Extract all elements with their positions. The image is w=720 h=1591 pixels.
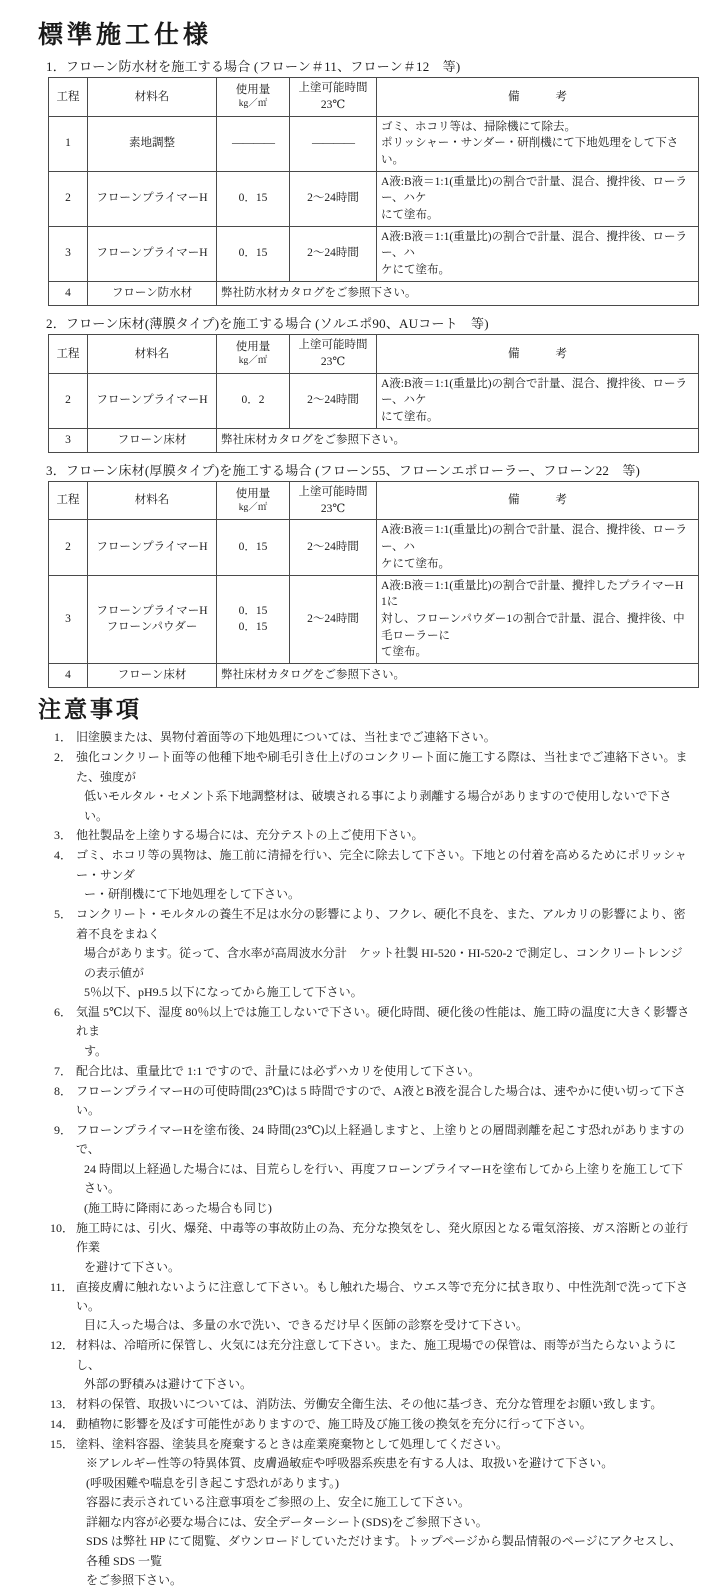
table-row [49,663,699,687]
note-number: 5． [53,907,72,922]
note-line: 動植物に影響を及ぼす可能性がありますので、施工時及び施工後の換気を充分に行って下さい。 [76,1417,592,1432]
table-header-row [49,335,699,373]
list-item [50,748,690,826]
note-line: 旧塗膜または、異物付着面等の下地処理については、当社までご連絡下さい。 [76,730,496,745]
time-header-line2: 23℃ [320,355,346,368]
spec-table-2 [48,334,699,452]
cell-step: 4 [49,663,88,687]
section-heading-1: 1．フローン防水材を施工する場合 (フローン＃11、フローン＃12 等) [46,58,461,74]
remarks-line: 対し、フローンパウダー1の割合で計量、混合、攪拌後、中毛ローラーに [381,612,685,642]
cell-step: 2 [49,373,88,428]
spec-table-3 [48,481,699,688]
notice-title: 注意事項 [38,696,142,722]
column-header-step: 工程 [49,78,88,116]
list-item [50,1219,690,1277]
cell-material: 素地調整 [88,116,217,171]
column-header-step: 工程 [49,482,88,520]
remarks-line: A液:B液＝1:1(重量比)の割合で計量、混合、攪拌後、ローラー、ハケ [381,175,688,205]
table-header [49,78,699,116]
table-row [49,226,699,281]
cell-material: フローン床材 [88,663,217,687]
time-header-line2: 23℃ [320,502,346,515]
cell-remarks-merged: 弊社防水材カタログをご参照下さい。 [217,281,699,305]
note-number: 3． [53,828,72,843]
cell-recoat-time: 2〜24時間 [290,575,377,663]
note-number: 14． [50,1417,75,1432]
note-line: 材料は、冷暗所に保管し、火気には充分注意して下さい。また、施工現場での保管は、雨等が当たらないようにし、 [76,1338,677,1372]
amount-header-unit: kg／㎡ [238,503,268,514]
cell-recoat-time: 2〜24時間 [290,171,377,226]
note-number: 13． [50,1397,75,1412]
table-body [49,520,699,687]
note-line: 気温 5℃以下、湿度 80％以上では施工しないで下さい。硬化時間、硬化後の性能は、施工時の温度に大きく影響されま [76,1004,690,1039]
column-header-amount [217,335,290,373]
cell-amount: 0．2 [217,373,290,428]
amount-line: 0．15 [238,621,268,634]
cell-remarks-merged: 弊社床材カタログをご参照下さい。 [217,428,699,452]
cell-material: フローン防水材 [88,281,217,305]
time-header-line1: 上塗可能時間 [298,486,368,499]
note-line: フローンプライマーHを塗布後、24 時間(23℃)以上経過しますと、上塗りとの層間剥離を起こす恐れがありますので、 [76,1123,685,1157]
remarks-line: にて塗布。 [381,410,439,423]
cell-material: フローンプライマーH [88,373,217,428]
page-title: 標準施工仕様 [38,22,213,49]
remarks-line: A液:B液＝1:1(重量比)の割合で計量、混合、攪拌後、ローラー、ハ [381,524,688,554]
note-line: 強化コンクリート面等の他種下地や刷毛引き仕上げのコンクリート面に施工する際は、当社までご連絡下さい。また、強度が [76,750,688,784]
cell-material [88,575,217,663]
cell-amount: 0．15 [217,226,290,281]
remarks-header-char2: 考 [555,90,603,103]
note-line: 材料の保管、取扱いについては、消防法、労働安全衛生法、その他に基づき、充分な管理をお願い致します。 [76,1397,663,1412]
column-header-step: 工程 [49,335,88,373]
column-header-material: 材料名 [88,335,217,373]
note-number: 9． [53,1123,72,1138]
note-line: 他社製品を上塗りする場合には、充分テストの上ご使用下さい。 [76,828,424,843]
list-item [50,1435,690,1591]
column-header-recoat-time [290,335,377,373]
table-header-row [49,78,699,116]
note-line: を避けて下さい。 [84,1259,181,1274]
list-item [50,826,690,845]
notes-list [50,728,690,1590]
list-item [50,1395,690,1414]
list-item [50,1062,690,1081]
note-number: 2． [53,750,72,765]
note-number: 8． [53,1083,72,1098]
column-header-remarks [377,482,699,520]
section-heading-2: 2．フローン床材(薄膜タイプ)を施工する場合 (ソルエポ90、AUコート 等) [46,315,489,331]
list-item [50,846,690,904]
remarks-line: ケにて塗布。 [381,557,450,570]
note-sub-line: 詳細な内容が必要な場合には、安全データーシート(SDS)をご参照下さい。 [86,1514,488,1529]
remarks-line: A液:B液＝1:1(重量比)の割合で計量、混合、攪拌後、ローラー、ハ [381,230,688,260]
cell-material: フローン床材 [88,428,217,452]
column-header-amount [217,78,290,116]
note-line: (施工時に降雨にあった場合も同じ) [84,1200,272,1215]
cell-remarks [377,575,699,663]
table-header [49,482,699,520]
amount-header-unit: kg／㎡ [238,356,268,367]
remarks-line: て塗布。 [381,646,427,659]
cell-remarks-merged: 弊社床材カタログをご参照下さい。 [217,663,699,687]
cell-step: 3 [49,575,88,663]
note-line: 場合があります。従って、含水率が高周波水分計 ケット社製 HI-520・HI-520-2 で測定し、コンクリートレンジの表示値が [84,946,683,980]
remarks-header-char2: 考 [555,347,603,360]
cell-step: 1 [49,116,88,171]
note-line: 配合比は、重量比で 1:1 ですので、計量には必ずハカリを使用して下さい。 [76,1063,481,1078]
amount-header-line1: 使用量 [235,340,271,353]
amount-line: 0．15 [238,604,268,617]
note-sub-line: SDS は弊社 HP にて閲覧、ダウンロードしていただけます。トップページから製品情報のページにアクセスし、各種 SDS 一覧 [86,1534,682,1568]
cell-material: フローンプライマーH [88,520,217,575]
note-line: 24 時間以上経過した場合には、目荒らしを行い、再度フローンプライマーHを塗布してから上塗りを施工して下さい。 [84,1161,684,1196]
remarks-line: A液:B液＝1:1(重量比)の割合で計量、攪拌したプライマーH 1に [381,579,695,609]
cell-step: 3 [49,226,88,281]
column-header-material: 材料名 [88,482,217,520]
cell-step: 4 [49,281,88,305]
cell-step: 2 [49,520,88,575]
cell-recoat-time: ———— [290,116,377,171]
note-line: 目に入った場合は、多量の水で洗い、できるだけ早く医師の診察を受けて下さい。 [84,1318,529,1333]
note-line: 低いモルタル・セメント系下地調整材は、破壊される事により剥離する場合がありますので使用しないで下さい。 [84,789,672,823]
column-header-recoat-time [290,78,377,116]
table-row [49,171,699,226]
note-line: 外部の野積みは避けて下さい。 [84,1377,253,1392]
cell-remarks [377,226,699,281]
time-header-line2: 23℃ [320,98,346,111]
note-line: す。 [84,1043,108,1058]
remarks-header-char1: 備 [508,347,556,360]
note-sub-line: をご参照下さい。 [86,1573,183,1588]
note-line: 5％以下、pH9.5 以下になってから施工して下さい。 [84,984,363,999]
table-row [49,428,699,452]
remarks-line: A液:B液＝1:1(重量比)の割合で計量、混合、攪拌後、ローラー、ハケ [381,377,688,407]
note-line: 施工時には、引火、爆発、中毒等の事故防止の為、充分な換気をし、発火原因となる電気溶接、ガス溶断との並行作業 [76,1220,689,1255]
table-row [49,116,699,171]
remarks-line: ゴミ、ホコリ等は、掃除機にて除去。 [381,120,577,133]
cell-remarks [377,116,699,171]
column-header-remarks [377,335,699,373]
cell-amount: ———— [217,116,290,171]
cell-remarks [377,520,699,575]
note-sub-line: (呼吸困難や喘息を引き起こす恐れがあります。) [86,1475,340,1490]
note-line: ー・研削機にて下地処理をして下さい。 [84,887,301,902]
note-line: フローンプライマーHの可使時間(23℃)は 5 時間ですので、A液とB液を混合した場合は、速やかに使い切って下さい。 [76,1083,686,1118]
list-item [50,1336,690,1394]
note-sub-line: 容器に表示されている注意事項をご参照の上、安全に施工して下さい。 [86,1495,471,1510]
table-header-row [49,482,699,520]
note-number: 12． [50,1338,75,1353]
note-number: 1． [53,730,72,745]
note-number: 11． [50,1279,74,1294]
column-header-remarks [377,78,699,116]
cell-recoat-time: 2〜24時間 [290,373,377,428]
column-header-recoat-time [290,482,377,520]
cell-recoat-time: 2〜24時間 [290,226,377,281]
note-number: 15． [50,1437,75,1452]
note-number: 6． [53,1004,72,1019]
remarks-header-char1: 備 [508,90,556,103]
cell-remarks [377,171,699,226]
table-header [49,335,699,373]
cell-recoat-time: 2〜24時間 [290,520,377,575]
cell-remarks [377,373,699,428]
cell-material: フローンプライマーH [88,171,217,226]
spec-table-1 [48,77,699,305]
cell-amount: 0．15 [217,520,290,575]
note-line: 直接皮膚に触れないように注意して下さい。もし触れた場合、ウエス等で充分に拭き取り、中性洗剤で洗って下さい。 [76,1279,689,1313]
remarks-line: にて塗布。 [381,209,439,221]
list-item [50,1415,690,1434]
column-header-material: 材料名 [88,78,217,116]
remarks-header-char2: 考 [555,494,603,507]
material-line: フローンプライマーH [96,604,208,617]
list-item [50,1278,690,1336]
amount-header-unit: kg／㎡ [238,99,268,110]
list-item [50,905,690,1002]
column-header-amount [217,482,290,520]
note-number: 10． [50,1220,75,1235]
material-line: フローンパウダー [106,621,198,634]
table-body [49,116,699,305]
cell-amount: 0．15 [217,171,290,226]
list-item [50,728,690,747]
list-item [50,1003,690,1061]
cell-material: フローンプライマーH [88,226,217,281]
table-body [49,373,699,452]
list-item [50,1121,690,1218]
note-number: 7． [53,1063,72,1078]
table-row [49,520,699,575]
table-row [49,575,699,663]
remarks-line: ケにて塗布。 [381,264,450,277]
list-item [50,1082,690,1121]
cell-step: 2 [49,171,88,226]
time-header-line1: 上塗可能時間 [298,339,368,352]
note-line: ゴミ、ホコリ等の異物は、施工前に清掃を行い、完全に除去して下さい。下地との付着を高めるためにポリッシャー・サンダ [76,848,687,882]
remarks-header-char1: 備 [508,494,556,507]
cell-step: 3 [49,428,88,452]
note-sub-line: ※アレルギー性等の特異体質、皮膚過敏症や呼吸器系疾患を有する人は、取扱いを避けて下さい。 [86,1456,614,1471]
amount-header-line1: 使用量 [235,83,271,96]
section-heading-3: 3．フローン床材(厚膜タイプ)を施工する場合 (フローン55、フローンエポローラー、フローン22 等) [46,462,641,478]
table-row [49,373,699,428]
amount-header-line1: 使用量 [235,487,271,500]
time-header-line1: 上塗可能時間 [298,82,368,95]
table-row [49,281,699,305]
cell-amount [217,575,290,663]
remarks-line: ポリッシャー・サンダー・研削機にて下地処理をして下さい。 [381,137,679,166]
note-line: 塗料、塗料容器、塗装具を廃棄するときは産業廃棄物として処理してください。 [76,1437,509,1452]
note-number: 4． [53,848,72,863]
note-line: コンクリート・モルタルの養生不足は水分の影響により、フクレ、硬化不良を、また、アルカリの影響により、密着不良をまねく [76,907,686,941]
